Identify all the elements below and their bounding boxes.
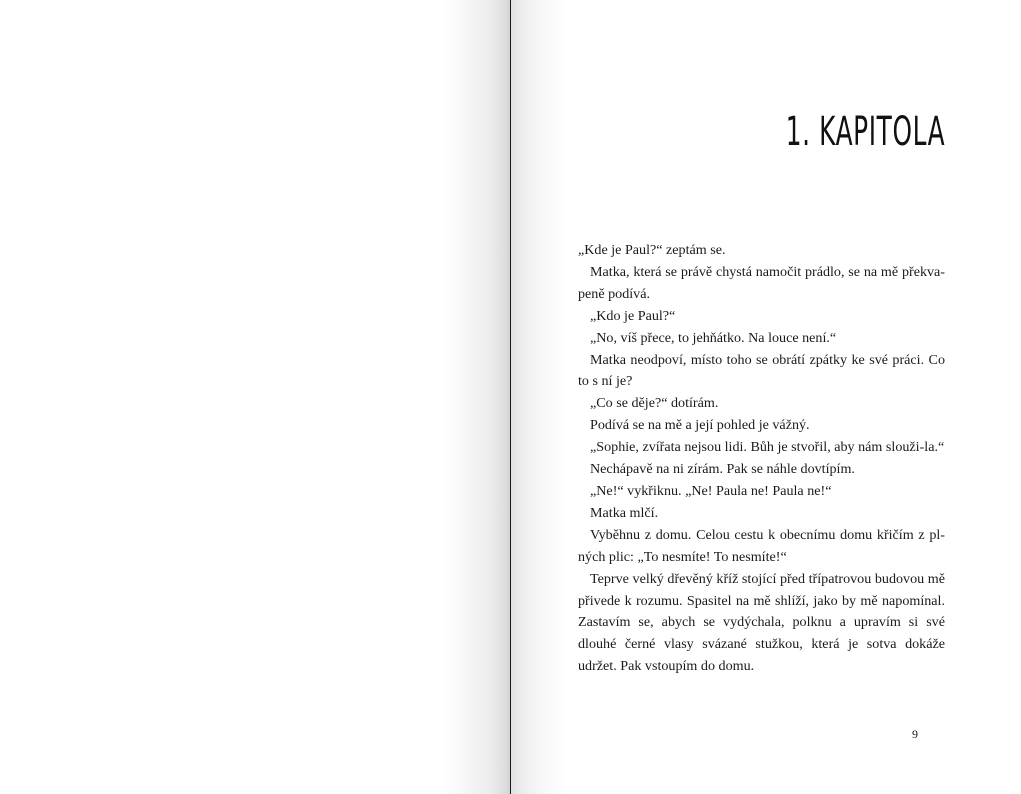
paragraph: „Kdo je Paul?“ xyxy=(590,307,676,324)
paragraph: Matka, která se právě chystá namočit prádlo, se na mě překva-peně podívá. xyxy=(578,263,945,302)
paragraph: Nechápavě na ni zírám. Pak se náhle dovtípím. xyxy=(590,461,855,478)
paragraph: „No, víš přece, to jehňátko. Na louce není.“ xyxy=(590,329,837,346)
paragraph: Matka neodpoví, místo toho se obrátí zpátky ke své práci. Co to s ní je? xyxy=(578,351,945,390)
chapter-body xyxy=(578,240,945,678)
page-number: 9 xyxy=(912,727,918,741)
paragraph: Podívá se na mě a její pohled je vážný. xyxy=(590,417,810,434)
chapter-title: 1. KAPITOLA xyxy=(785,109,945,155)
paragraph: Vyběhnu z domu. Celou cestu k obecnímu domu křičím z pl-ných plic: „To nesmíte! To nesmíte!“ xyxy=(578,526,945,565)
paragraph: „Ne!“ vykřiknu. „Ne! Paula ne! Paula ne!“ xyxy=(590,482,832,499)
left-page-blank xyxy=(0,0,510,794)
paragraph: „Kde je Paul?“ zeptám se. xyxy=(578,242,726,258)
paragraph: „Sophie, zvířata nejsou lidi. Bůh je stvořil, aby nám slouži-la.“ xyxy=(590,439,945,456)
paragraph: Teprve velký dřevěný kříž stojící před třípatrovou budovou mě přivede k rozumu. Spasitel na mě shlíží, jako by mě napomínal. Zastavím se, abych se vydýchala, polknu a upravím si své dlouhé černé vlasy svázané stužkou, která je sotva dokáže udržet. Pak vstoupím do domu. xyxy=(578,570,945,675)
paragraph: Matka mlčí. xyxy=(590,504,659,521)
paragraph: „Co se děje?“ dotírám. xyxy=(590,395,719,412)
